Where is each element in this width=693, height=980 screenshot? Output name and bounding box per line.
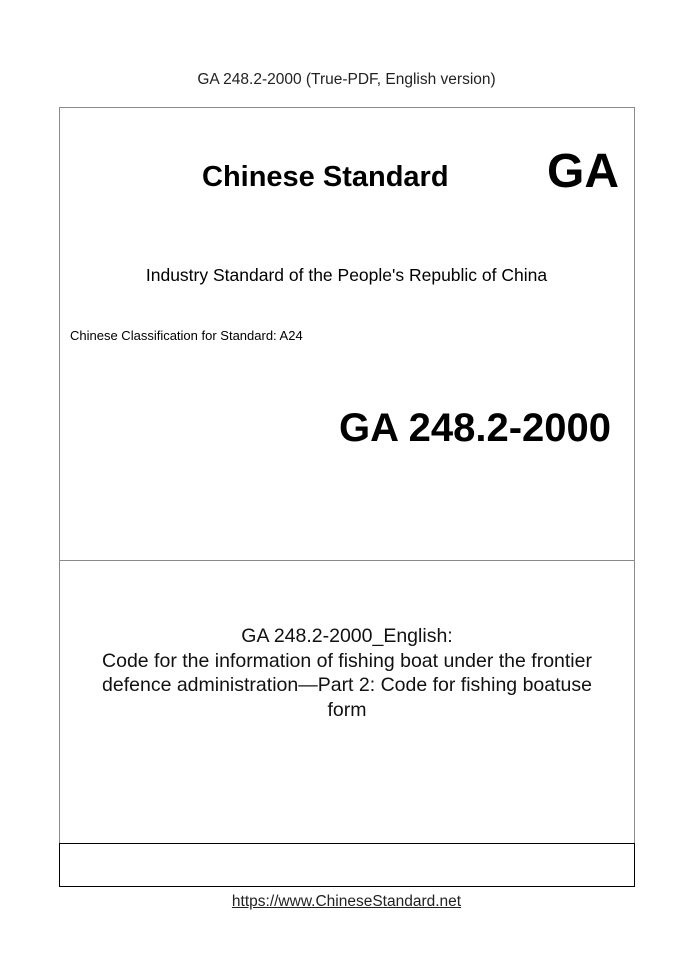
standard-type-mark: GA [547, 145, 619, 198]
cover-heading: Chinese Standard [202, 161, 449, 193]
document-title-line: GA 248.2-2000_English: [241, 625, 453, 647]
classification-line: Chinese Classification for Standard: A24 [70, 328, 303, 343]
document-title-line: form [327, 698, 367, 721]
website-link[interactable]: https://www.ChineseStandard.net [231, 893, 462, 910]
page-header [0, 71, 693, 89]
footer [0, 893, 693, 911]
document-title [60, 624, 634, 722]
page-header-text: GA 248.2-2000 (True-PDF, English version) [197, 71, 496, 88]
standard-number: GA 248.2-2000 [338, 406, 611, 450]
cover-footer-frame [59, 843, 635, 887]
document-title-line: defence administration—Part 2: Code for fishing boatuse [102, 674, 592, 696]
document-title-line: Code for the information of fishing boat under the frontier [102, 649, 592, 672]
industry-standard-line: Industry Standard of the People's Republic of China [145, 265, 548, 285]
